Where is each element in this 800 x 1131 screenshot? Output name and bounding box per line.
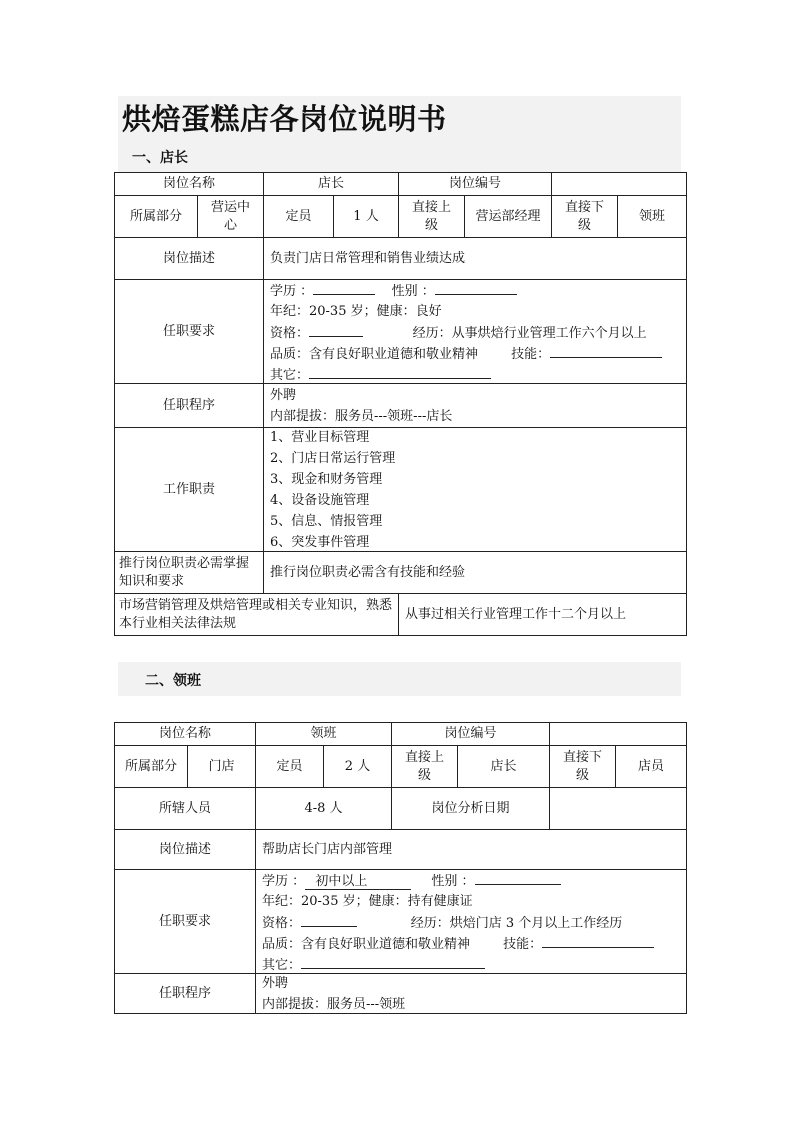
education-value-text: 初中以上 — [315, 873, 368, 889]
requirements-value — [255, 870, 686, 974]
team-leader-table — [114, 722, 687, 1014]
table-row — [115, 173, 686, 195]
table-row — [115, 237, 686, 280]
table-row — [115, 383, 686, 428]
job-name-value: 店长 — [263, 173, 398, 195]
table-row — [115, 723, 686, 745]
superior-label: 直接上级 — [398, 196, 464, 238]
age-health-text: 年纪：20-35 岁；健康：良好 — [270, 303, 442, 319]
subordinate-value: 领班 — [617, 196, 686, 238]
other-label: 其它： — [262, 957, 302, 973]
skill-label: 技能： — [503, 936, 543, 952]
other-label: 其它： — [270, 367, 310, 383]
job-desc-value: 帮助店长门店内部管理 — [255, 830, 686, 870]
qualification-label: 资格： — [270, 325, 310, 341]
procedure-value — [255, 974, 686, 1013]
section-band — [118, 662, 681, 696]
qualification-blank — [301, 912, 357, 927]
duty-item: 6、突发事件管理 — [270, 535, 370, 550]
superior-value: 店长 — [457, 746, 549, 788]
other-blank — [301, 954, 485, 969]
skill-blank — [550, 343, 662, 358]
job-name-label: 岗位名称 — [158, 726, 211, 741]
procedure-line: 内部提拔：服务员---领班 — [262, 996, 406, 1012]
job-name-label: 岗位名称 — [162, 176, 215, 191]
subordinate-value: 店员 — [615, 746, 686, 788]
job-desc-label: 岗位描述 — [158, 842, 211, 857]
job-code-value — [549, 723, 686, 745]
skill-label: 技能： — [511, 346, 551, 362]
staff-label: 所辖人员 — [158, 801, 211, 816]
staff-value: 4-8 人 — [255, 788, 391, 830]
knowledge-value: 推行岗位职责必需含有技能和经验 — [263, 552, 686, 594]
duty-item: 3、现金和财务管理 — [270, 472, 383, 487]
dept-value: 门店 — [187, 746, 255, 788]
experience-text: 经历：烘焙门店 3 个月以上工作经历 — [410, 915, 623, 931]
quota-label: 定员 — [255, 746, 323, 788]
duty-item: 2、门店日常运行管理 — [270, 451, 396, 466]
procedure-line: 外聘 — [270, 388, 297, 403]
duties-value — [263, 428, 686, 552]
analysis-date-value — [549, 788, 686, 830]
education-blank — [313, 280, 375, 295]
dept-label: 所属部分 — [129, 209, 182, 224]
job-code-label: 岗位编号 — [398, 173, 551, 195]
duty-item: 5、信息、情报管理 — [270, 514, 383, 529]
quota-label: 定员 — [263, 196, 333, 238]
knowledge-label: 推行岗位职责必需掌握知识和要求 — [119, 556, 250, 589]
procedure-label: 任职程序 — [158, 985, 211, 1001]
table-row — [115, 551, 686, 594]
quality-text: 品质：含有良好职业道德和敬业精神 — [270, 346, 479, 362]
gender-label: 性别 ： — [431, 873, 475, 889]
duties-label: 工作职责 — [162, 482, 215, 497]
document-title: 烘焙蛋糕店各岗位说明书 — [122, 102, 447, 136]
quota-value: 2 人 — [323, 746, 391, 788]
table-row — [115, 279, 686, 384]
market-experience-value: 从事过相关行业管理工作十二个月以上 — [398, 594, 686, 635]
qualification-label: 资格： — [262, 915, 302, 931]
section-heading-store-manager: 一、店长 — [132, 150, 188, 166]
job-code-value — [551, 173, 686, 195]
superior-value: 营运部经理 — [464, 196, 551, 238]
subordinate-label: 直接下级 — [551, 196, 617, 238]
analysis-date-label: 岗位分析日期 — [391, 788, 549, 830]
superior-label: 直接上级 — [391, 746, 457, 788]
table-row — [115, 593, 686, 635]
procedure-line: 外聘 — [262, 975, 289, 991]
procedure-value — [263, 384, 686, 428]
qualification-blank — [309, 322, 363, 337]
market-knowledge-label: 市场营销管理及烘焙管理或相关专业知识，熟悉本行业相关法律法规 — [119, 597, 393, 631]
procedure-line: 内部提拔：服务员---领班---店长 — [270, 409, 453, 424]
table-row — [115, 745, 686, 788]
table-row — [115, 973, 686, 1013]
requirements-label: 任职要求 — [162, 324, 215, 339]
store-manager-table — [114, 172, 687, 636]
job-code-label: 岗位编号 — [391, 723, 549, 745]
table-row — [115, 195, 686, 238]
table-row — [115, 427, 686, 552]
table-row — [115, 829, 686, 870]
gender-blank — [435, 280, 517, 295]
other-blank — [309, 364, 491, 379]
duty-item: 1、营业目标管理 — [270, 430, 370, 445]
job-desc-label: 岗位描述 — [162, 251, 215, 266]
quality-text: 品质：含有良好职业道德和敬业精神 — [262, 936, 471, 952]
subordinate-label: 直接下级 — [549, 746, 615, 788]
dept-label: 所属部分 — [124, 759, 177, 774]
education-label: 学历 ： — [262, 873, 306, 889]
age-health-text: 年纪：20-35 岁；健康：持有健康证 — [262, 893, 473, 909]
quota-value: 1 人 — [333, 196, 398, 238]
requirements-label: 任职要求 — [158, 914, 211, 929]
table-row — [115, 869, 686, 974]
table-row — [115, 787, 686, 830]
procedure-label: 任职程序 — [162, 398, 215, 413]
dept-value: 营运中心 — [197, 196, 263, 238]
job-desc-value: 负责门店日常管理和销售业绩达成 — [263, 238, 686, 280]
requirements-value — [263, 280, 686, 384]
experience-text: 经历：从事烘焙行业管理工作六个月以上 — [412, 325, 647, 341]
gender-blank — [475, 870, 561, 885]
job-name-value: 领班 — [255, 723, 391, 745]
gender-label: 性别 ： — [391, 283, 435, 299]
section-heading-team-leader: 二、领班 — [145, 673, 201, 689]
duty-item: 4、设备设施管理 — [270, 493, 370, 508]
skill-blank — [542, 933, 654, 948]
education-label: 学历 ： — [270, 283, 314, 299]
education-value — [305, 874, 411, 890]
